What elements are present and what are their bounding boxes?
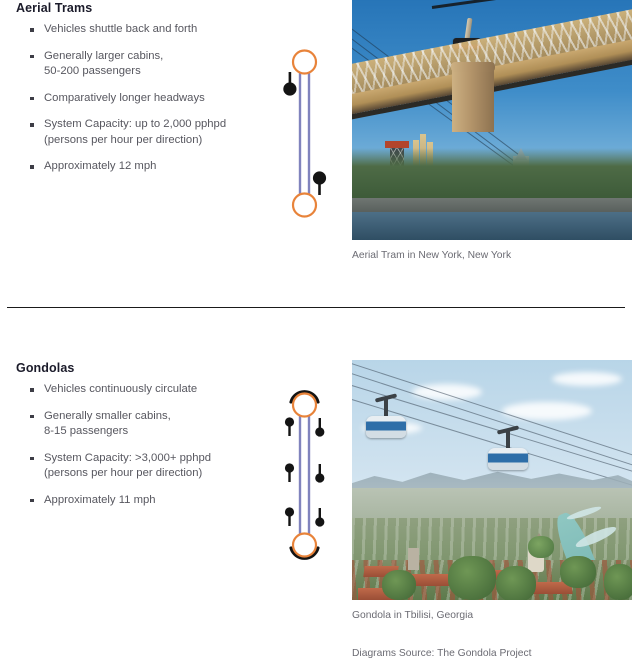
tram-pylon-head	[385, 141, 409, 148]
aerial-trams-bullet-list	[16, 22, 266, 175]
list-item	[16, 159, 266, 175]
aerial-tram-diagram	[266, 0, 346, 230]
tree	[496, 566, 536, 600]
tram-cabin-lower-icon	[313, 171, 326, 195]
bullet-text: Generally larger cabins,	[44, 49, 164, 62]
bullet-text: System Capacity: up to 2,000 pphpd	[44, 118, 227, 130]
gondolas-text-column	[16, 360, 266, 519]
river-water	[352, 212, 632, 240]
bullet-square-icon	[30, 55, 34, 59]
bullet-text-line2: (persons per hour per direction)	[44, 467, 203, 479]
bullet-square-icon	[30, 499, 34, 503]
bullet-text: Comparatively longer headways	[44, 91, 205, 104]
gondolas-bullet-list	[16, 382, 266, 508]
aerial-tram-photo-column	[352, 0, 632, 263]
bullet-square-icon	[30, 165, 34, 169]
gondola-terminal-upper-icon	[291, 392, 318, 417]
gondola-cabin-left-icon	[285, 463, 294, 482]
list-item	[16, 493, 266, 509]
gondola-photo	[352, 360, 632, 600]
gondola-cabin-right-icon	[315, 418, 324, 437]
bullet-text-line2: 8-15 passengers	[44, 425, 129, 437]
treeline	[352, 148, 632, 200]
gondola-diagram	[266, 360, 346, 575]
gondola-cabin-left-icon	[285, 507, 294, 526]
list-item	[16, 91, 266, 107]
gondola-arm	[384, 398, 388, 418]
tree	[604, 564, 632, 600]
tree	[528, 536, 554, 558]
gondola-cabin-right-icon	[315, 508, 324, 527]
diagrams-source-note: Diagrams Source: The Gondola Project	[352, 648, 532, 659]
list-item	[16, 409, 266, 440]
tree	[382, 570, 416, 600]
bullet-text: Vehicles shuttle back and forth	[44, 23, 198, 35]
bullet-square-icon	[30, 457, 34, 461]
bullet-text: Vehicles continuously circulate	[44, 383, 198, 395]
bullet-text: Approximately 12 mph	[44, 160, 157, 172]
gondola-photo-column	[352, 360, 632, 661]
bell-tower	[408, 548, 419, 570]
bullet-text: System Capacity: >3,000+ pphpd	[44, 451, 212, 464]
tree	[560, 556, 596, 588]
bullet-square-icon	[30, 388, 34, 392]
gondola-body	[488, 448, 528, 470]
bullet-text-line2: (persons per hour per direction)	[44, 133, 203, 146]
list-item	[16, 382, 266, 398]
tree	[448, 556, 496, 600]
list-item	[16, 451, 266, 482]
aerial-tram-photo	[352, 0, 632, 240]
section-divider	[7, 307, 625, 308]
list-item	[16, 117, 266, 148]
cloud	[552, 372, 622, 386]
list-item	[16, 49, 266, 80]
page-title: Aerial Trams	[16, 1, 93, 15]
bullet-square-icon	[30, 123, 34, 127]
bullet-square-icon	[30, 28, 34, 32]
bullet-text: Generally smaller cabins,	[44, 409, 171, 422]
tram-cabin-upper-icon	[283, 72, 296, 96]
gondola-cabin-left-icon	[285, 417, 294, 436]
gondola-terminal-lower-icon	[291, 534, 318, 559]
bullet-text: Approximately 11 mph	[44, 493, 156, 506]
bullet-square-icon	[30, 97, 34, 101]
bullet-square-icon	[30, 415, 34, 419]
gondola-arm	[506, 430, 510, 450]
gondola-caption: Gondola in Tbilisi, Georgia	[352, 610, 474, 621]
tram-terminal-lower-icon	[293, 194, 316, 217]
bridge-tower	[452, 66, 494, 132]
aerial-tram-caption: Aerial Tram in New York, New York	[352, 250, 512, 261]
bullet-text-line2: 50-200 passengers	[44, 65, 141, 77]
gondola-body	[366, 416, 406, 438]
tram-terminal-upper-icon	[293, 51, 316, 74]
aerial-trams-text-column	[16, 0, 266, 186]
gondola-cabin-right-icon	[315, 464, 324, 483]
bridge-tower-cap	[451, 62, 495, 72]
page-title: Gondolas	[16, 361, 75, 375]
list-item	[16, 22, 266, 38]
